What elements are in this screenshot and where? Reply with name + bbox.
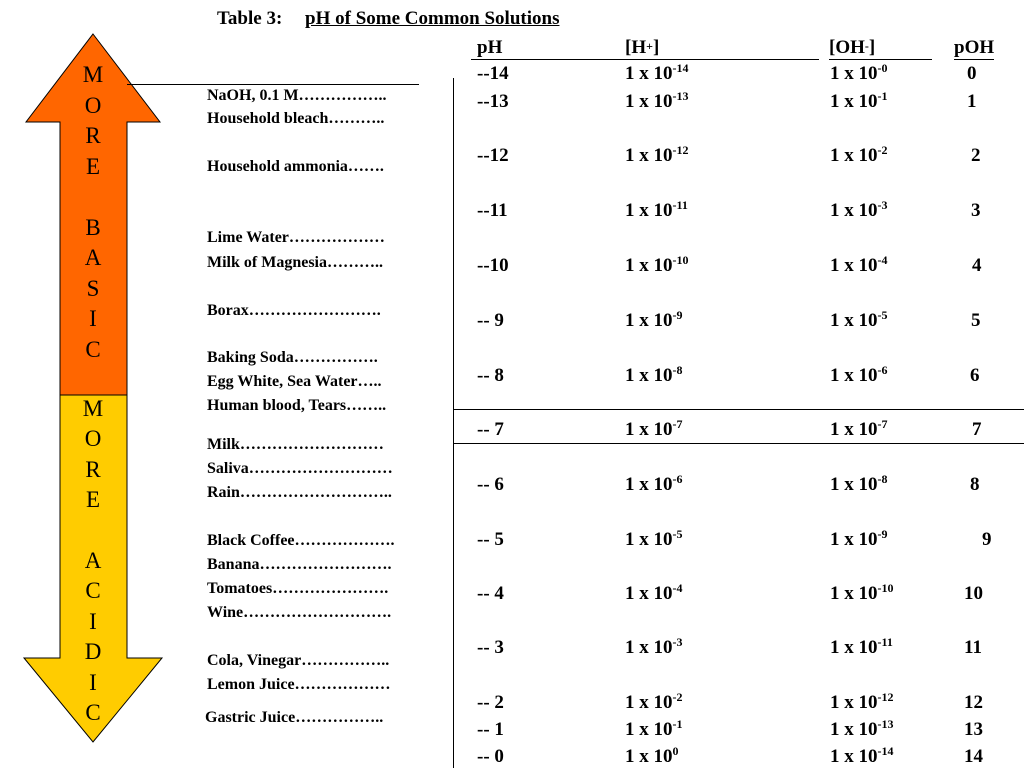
h-concentration: 1 x $10^0$ [625, 744, 679, 767]
solution-item: Saliva……………………… [207, 460, 393, 477]
arrow-letter: O [84, 92, 102, 118]
solution-item: Tomatoes…………………. [207, 580, 389, 597]
ph-value: -- 5 [477, 529, 504, 550]
arrow-letter: B [85, 214, 101, 240]
solution-item: Cola, Vinegar…………….. [207, 652, 390, 669]
header-ph-label: pH [477, 37, 503, 58]
poh-value: 4 [972, 255, 982, 276]
solution-item: Milk……………………… [207, 436, 384, 453]
h-concentration: 1 x $10^{-10}$ [625, 253, 689, 276]
solution-item: Human blood, Tears…….. [207, 397, 387, 414]
naoh-pointer-line [127, 84, 419, 85]
poh-value: 0 [967, 63, 977, 84]
header-h-label: [H+] [625, 37, 660, 58]
ph-value: -- 8 [477, 365, 504, 386]
solution-item: Household bleach……….. [207, 110, 385, 127]
arrow-letter: C [85, 336, 101, 362]
poh-value: 14 [964, 746, 983, 767]
h-concentration: 1 x $10^{-11}$ [625, 198, 688, 221]
oh-concentration: 1 x $10^{-9}$ [830, 527, 888, 550]
h-concentration: 1 x $10^{-6}$ [625, 472, 683, 495]
neutral-line-bottom [453, 443, 1024, 444]
h-concentration: 1 x $10^{-7}$ [625, 417, 683, 440]
h-concentration: 1 x $10^{-2}$ [625, 690, 683, 713]
arrow-letter: M [82, 396, 104, 421]
solution-item: Lime Water……………… [207, 229, 385, 246]
poh-value: 3 [971, 200, 981, 221]
poh-value: 1 [967, 91, 977, 112]
oh-concentration: 1 x $10^{-1}$ [830, 89, 888, 112]
solution-item: Household ammonia……. [207, 158, 384, 175]
arrow-letter: S [86, 275, 100, 301]
arrow-letter: O [84, 426, 102, 452]
ph-value: --12 [477, 145, 509, 166]
oh-concentration: 1 x $10^{-13}$ [830, 717, 894, 740]
neutral-line-top [453, 409, 1024, 410]
ph-value: -- 1 [477, 719, 504, 740]
solution-item: Lemon Juice……………… [207, 676, 391, 693]
ph-value: --13 [477, 91, 509, 112]
table-divider [453, 78, 454, 768]
solution-item: Egg White, Sea Water….. [207, 373, 382, 390]
oh-concentration: 1 x $10^{-12}$ [830, 690, 894, 713]
poh-value: 10 [964, 583, 983, 604]
ph-value: --11 [477, 200, 508, 221]
header-oh-label: [OH-] [829, 37, 876, 58]
poh-value: 8 [970, 474, 980, 495]
oh-concentration: 1 x $10^{-11}$ [830, 635, 893, 658]
oh-concentration: 1 x $10^{-4}$ [830, 253, 888, 276]
poh-value: 13 [964, 719, 983, 740]
oh-concentration: 1 x $10^{-7}$ [830, 417, 888, 440]
solution-item: Black Coffee………………. [207, 532, 395, 549]
ph-value: --10 [477, 255, 509, 276]
oh-concentration: 1 x $10^{-0}$ [830, 61, 888, 84]
h-concentration: 1 x $10^{-4}$ [625, 581, 683, 604]
ph-value: -- 4 [477, 583, 504, 604]
arrow-letter: I [89, 608, 97, 634]
solution-item: Rain……………………….. [207, 484, 392, 501]
arrow-letter: A [84, 245, 102, 270]
poh-value: 7 [972, 419, 982, 440]
oh-concentration: 1 x $10^{-3}$ [830, 198, 888, 221]
solution-item: NaOH, 0.1 M…………….. [207, 87, 387, 104]
h-concentration: 1 x $10^{-5}$ [625, 527, 683, 550]
table-title [217, 8, 559, 30]
solution-item: Borax……………………. [207, 302, 381, 319]
arrow-letter: I [89, 306, 97, 331]
arrow-letter: C [85, 578, 101, 604]
solution-item: Milk of Magnesia……….. [207, 254, 383, 271]
poh-value: 12 [964, 692, 983, 713]
ph-value: -- 7 [477, 419, 504, 440]
h-concentration: 1 x $10^{-14}$ [625, 61, 689, 84]
h-concentration: 1 x $10^{-8}$ [625, 363, 683, 386]
oh-concentration: 1 x $10^{-14}$ [830, 744, 894, 767]
solution-item: Wine………………………. [207, 604, 392, 621]
header-h [589, 37, 819, 60]
h-concentration: 1 x $10^{-12}$ [625, 143, 689, 166]
h-concentration: 1 x $10^{-13}$ [625, 89, 689, 112]
arrow-letter: E [85, 153, 101, 179]
solution-item: Baking Soda……………. [207, 349, 378, 366]
arrow-letter: C [85, 700, 101, 725]
arrow-letter: D [84, 639, 102, 665]
arrow-letter: I [89, 669, 97, 695]
header-poh: pOH [954, 37, 995, 58]
poh-value: 5 [971, 310, 981, 331]
arrow-letter: E [85, 487, 101, 513]
solution-item: Banana……………………. [207, 556, 392, 573]
ph-value: -- 3 [477, 637, 504, 658]
table-caption: pH of Some Common Solutions [305, 8, 560, 29]
header-ph [471, 37, 589, 60]
oh-concentration: 1 x $10^{-8}$ [830, 472, 888, 495]
poh-value: 9 [982, 529, 992, 550]
h-concentration: 1 x $10^{-3}$ [625, 635, 683, 658]
ph-value: -- 9 [477, 310, 504, 331]
h-concentration: 1 x $10^{-1}$ [625, 717, 683, 740]
table-number: Table 3: [217, 8, 283, 29]
arrow-letter: R [85, 456, 101, 482]
ph-value: -- 2 [477, 692, 504, 713]
header-oh [829, 37, 932, 60]
poh-value: 11 [964, 637, 982, 658]
oh-concentration: 1 x $10^{-6}$ [830, 363, 888, 386]
arrow-letter: M [82, 62, 104, 87]
h-concentration: 1 x $10^{-9}$ [625, 308, 683, 331]
ph-value: -- 6 [477, 474, 504, 495]
ph-value: -- 0 [477, 746, 504, 767]
solution-item: Gastric Juice…………….. [205, 709, 384, 726]
poh-value: 2 [971, 145, 981, 166]
oh-concentration: 1 x $10^{-10}$ [830, 581, 894, 604]
oh-concentration: 1 x $10^{-5}$ [830, 308, 888, 331]
arrow-letter: A [84, 548, 102, 573]
poh-value: 6 [970, 365, 980, 386]
oh-concentration: 1 x $10^{-2}$ [830, 143, 888, 166]
ph-value: --14 [477, 63, 509, 84]
arrow-letter: R [85, 123, 101, 148]
